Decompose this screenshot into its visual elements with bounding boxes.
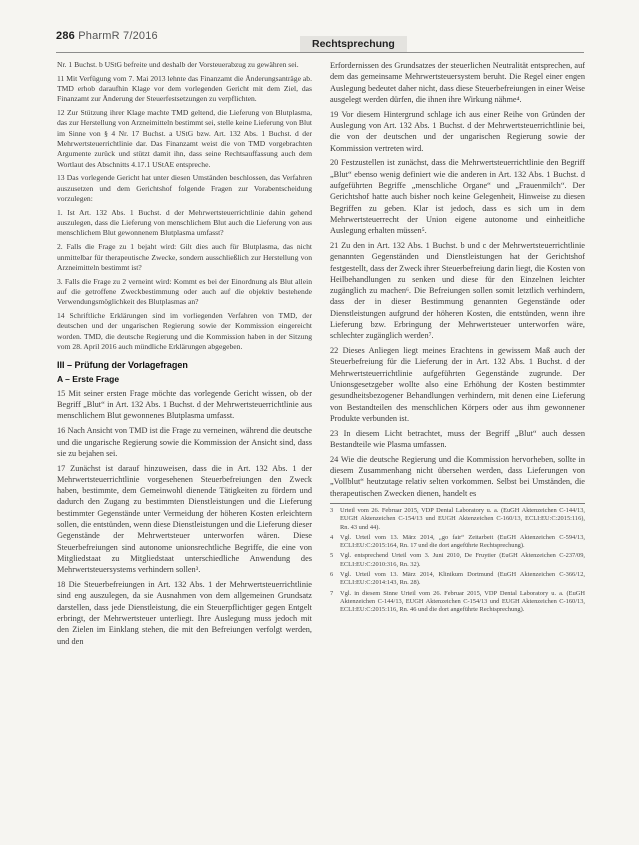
section-title: Rechtsprechung: [300, 36, 407, 53]
paragraph: 11 Mit Verfügung vom 7. Mai 2013 lehnte das Finanzamt die Änderungsanträge ab. TMD erhob daraufhin Klage vor dem vorlegenden Gericht mit dem Ziel, das Finanzamt zur Änderung der Steuerfestsetzungen zu verpflichten.: [57, 73, 312, 104]
paragraph: 15 Mit seiner ersten Frage möchte das vorlegende Gericht wissen, ob der Begriff „Blut“ in Art. 132 Abs. 1 Buchst. d der Mehrwertsteuerrichtlinie aus menschlichem Blut gewonnenes Blutplasma umfasst.: [57, 388, 312, 421]
paragraph: 24 Wie die deutsche Regierung und die Kommission hervorheben, sollte in diesem Zusammenhang nicht übersehen werden, dass Lieferungen von „Vollblut“ heutzutage relativ selten vorkommen. Selbst bei Umständen, die therapeutischen Zwecken dienen, handelt es: [330, 454, 585, 498]
footnote-text: Vgl. entsprechend Urteil vom 3. Juni 2010, De Fruytier (EuGH Aktenzeichen C-237/09, ECLI:EU:C:2010:316, Rn. 32).: [340, 552, 585, 568]
right-column: [330, 60, 585, 617]
footnote: [330, 590, 585, 615]
page-header: [56, 30, 584, 52]
footnote: [330, 552, 585, 569]
journal-issue: PharmR 7/2016: [78, 30, 158, 42]
footnote-number: 6: [330, 571, 334, 579]
paragraph: 1. Ist Art. 132 Abs. 1 Buchst. d der Mehrwertsteuerrichtlinie dahin gehend auszulegen, dass die Lieferung von menschlichem Blut auch die Lieferung von aus menschlichem Blut gewonnenem Blutplasma umfasst?: [57, 207, 312, 238]
footnotes: [330, 503, 585, 615]
footnote: [330, 534, 585, 551]
paragraph: 3. Falls die Frage zu 2 verneint wird: Kommt es bei der Einordnung als Blut allein auf die getroffene Zweckbestimmung oder auch auf die objektiv bestehende Verwendungsmöglichkeit des Blutplasmas an?: [57, 276, 312, 307]
subsection-heading: A – Erste Frage: [57, 373, 120, 384]
footnote: [330, 507, 585, 532]
footnote-number: 7: [330, 589, 334, 597]
paragraph: Erfordernissen des Grundsatzes der steuerlichen Neutralität entsprechen, auf dem das gemeinsame Mehrwertsteuersystem beruht. Die Regel einer engen Auslegung bedeutet daher nicht, dass diese Steuerbefreiungen in einer Weise ausgelegt werden dürfen, die ihnen ihre Wirkung nähme⁴.: [330, 61, 585, 104]
paragraph: 20 Festzustellen ist zunächst, dass die Mehrwertsteuerrichtlinie den Begriff „Blut“ ebenso wenig definiert wie die anderen in Art. 132 Abs. 1 Buchst. d aufgeführten Begriffe „menschliche Organe“ und „Frauenmilch“. Der Gerichtshof hatte auch bisher noch keine Gelegenheit, Hinweise zu diesen Begriffen zu geben. Klar ist jedoch, dass es sich um in dem Mehrwertsteuerrecht der Union eigene autonome und einheitliche Auslegung erhalten müssen⁵.: [330, 158, 585, 236]
paragraph: 14 Schriftliche Erklärungen sind im vorliegenden Verfahren von TMD, der deutschen und der ungarischen Regierung sowie der Kommission eingereicht worden. TMD, die deutsche Regierung und die Kommission haben in der Sitzung vom 28. April 2016 auch mündliche Erklärungen abgegeben.: [57, 311, 312, 351]
paragraph: 19 Vor diesem Hintergrund schlage ich aus einer Reihe von Gründen der Auslegung von Art. 132 Abs. 1 Buchst. d der Mehrwertsteuerrichtlinie bei, die von der deutschen und der ungarischen Regierung sowie der Kommission vertreten wird.: [330, 109, 585, 153]
paragraph: 18 Die Steuerbefreiungen in Art. 132 Abs. 1 der Mehrwertsteuerrichtlinie sind eng auszulegen, da sie Ausnahmen von dem allgemeinen Grundsatz darstellen, dass jede Dienstleistung, die ein Steuerpflichtiger gegen Entgelt erbringt, der Mehrwertsteuer unterliegt. Ihre Auslegung muss jedoch mit den Zielen im Einklang stehen, die mit den Befreiungen verfolgt werden, und den: [57, 580, 312, 646]
section-heading: III – Prüfung der Vorlagefragen: [57, 360, 188, 371]
footnote-text: Vgl. Urteil vom 13. März 2014, „go fair“ Zeitarbeit (EuGH Aktenzeichen C-594/13, ECLI:EU:C:2015:164, Rn. 17 und die dort angeführte Rechtsprechung).: [340, 533, 585, 550]
footnote-number: 3: [330, 506, 334, 514]
footnote-text: Vgl. in diesem Sinne Urteil vom 26. Februar 2015, VDP Dental Laboratory u. a. (EuGH Aktenzeichen C-144/13, EUGH Aktenzeichen C-154/13 und EUGH Aktenzeichen C-160/13, ECLI:EU:C:2015:116, Rn. 46 und die dort angeführte Rechtsprechung).: [340, 589, 585, 614]
paragraph: 17 Zunächst ist darauf hinzuweisen, dass die in Art. 132 Abs. 1 der Mehrwertsteuerrichtlinie vorgesehenen Steuerbefreiungen den Zweck haben, bestimmte, dem Gemeinwohl dienende Tätigkeiten zu fördern und dadurch den Zugang zu bestimmten Dienstleistungen und die Lieferung bestimmter Gegenstände unter Vermeidung der höheren Kosten erleichtern sollen, die entstünden, wenn diese Dienstleistungen und die Lieferung dieser Gegenstände der Mehrwertsteuer unterworfen wären. Diese Steuerbefreiungen sind autonome unionsrechtliche Begriffe, die eine von Mitgliedstaat zu Mitgliedstaat unterschiedliche Anwendung des Mehrwertsteuersystems verhindern sollen³.: [57, 463, 312, 575]
paragraph: 21 Zu den in Art. 132 Abs. 1 Buchst. b und c der Mehrwertsteuerrichtlinie genannten Gegenständen und Dienstleistungen hat der Gerichtshof festgestellt, dass der Zweck ihrer Steuerbefreiung darin liegt, die Kosten von Heilbehandlungen zu senken und diese für den Einzelnen leichter zugänglich zu machen⁶. Die Befreiungen sollen somit letztlich verhindern, dass der in dieser Bestimmung genannten Gegenstände oder Dienstleistungen aufgrund der höheren Kosten, die entstünden, wenn ihre Lieferung bzw. Erbringung der Mehrwertsteuer unterworfen wäre, schlechter zugänglich werden⁷.: [330, 240, 585, 341]
page-number: [56, 30, 158, 42]
footnote-text: Urteil vom 26. Februar 2015, VDP Dental Laboratory u. a. (EuGH Aktenzeichen C-144/13, EUGH Aktenzeichen C-154/13 und EUGH Aktenzeichen C-160/13, ECLI:EU:C:2015:116), Rn. 43 und 44).: [340, 506, 585, 531]
footnote: [330, 571, 585, 588]
paragraph: 12 Zur Stützung ihrer Klage machte TMD geltend, die Lieferung von Blutplasma, das zur Herstellung von Arzneimitteln bestimmt sei, stelle keine Lieferung von Blut im Sinne von § 4 Nr. 17 Buchst. a UStG bzw. Art. 132 Abs. 1 Buchst. d der Mehrwertsteuerrichtlinie dar. Das Finanzamt weist die von TMD vorgebrachten Argumente zurück und stützt damit ihn, dass seine Rechtsauffassung auch dem Wortlaut des Abschnitts 4.17.1 UStAE entspreche.: [57, 108, 312, 169]
right-column-text: [330, 60, 585, 499]
footnote-number: 5: [330, 552, 334, 560]
paragraph: 22 Dieses Anliegen liegt meines Erachtens in gewissem Maß auch der Steuerbefreiung für die Lieferung der in Art. 132 Abs. 1 Buchst. d der Mehrwertsteuerrichtlinie aufgeführten Gegenstände zugrunde. Der Unionsgesetzgeber wollte also eine Erhöhung der Kosten bestimmter gesundheitsbezogener Behandlungen verhindern, mit denen eine Lieferung von Bestandteilen des menschlichen Körpers oder aus ihm gewonnener Produkte verbunden ist.: [330, 346, 585, 423]
left-column: [57, 60, 312, 650]
paragraph: 2. Falls die Frage zu 1 bejaht wird: Gilt dies auch für Blutplasma, das nicht unmittelbar für therapeutische Zwecke, sondern ausschließlich zur Herstellung von Arzneimitteln bestimmt ist?: [57, 242, 312, 272]
paragraph: 16 Nach Ansicht von TMD ist die Frage zu verneinen, während die deutsche und die ungarische Regierung sowie die Kommission der Ansicht sind, dass sie zu bejahen sei.: [57, 426, 312, 458]
header-rule: [56, 52, 584, 53]
paragraph: Nr. 1 Buchst. b UStG befreite und deshalb der Vorsteuerabzug zu gewähren sei.: [57, 60, 299, 69]
paragraph: 13 Das vorlegende Gericht hat unter diesen Umständen beschlossen, das Verfahren auszusetzen und dem Gerichtshof folgende Fragen zur Vorabentscheidung vorzulegen:: [57, 173, 312, 204]
footnote-number: 4: [330, 533, 334, 541]
footnote-text: Vgl. Urteil vom 13. März 2014, Klinikum Dortmund (EuGH Aktenzeichen C-366/12, ECLI:EU:C:2014:143, Rn. 28).: [340, 571, 585, 587]
page-number-value: 286: [56, 30, 75, 42]
paragraph: 23 In diesem Licht betrachtet, muss der Begriff „Blut“ auch dessen Bestandteile wie Plasma umfassen.: [330, 428, 585, 449]
